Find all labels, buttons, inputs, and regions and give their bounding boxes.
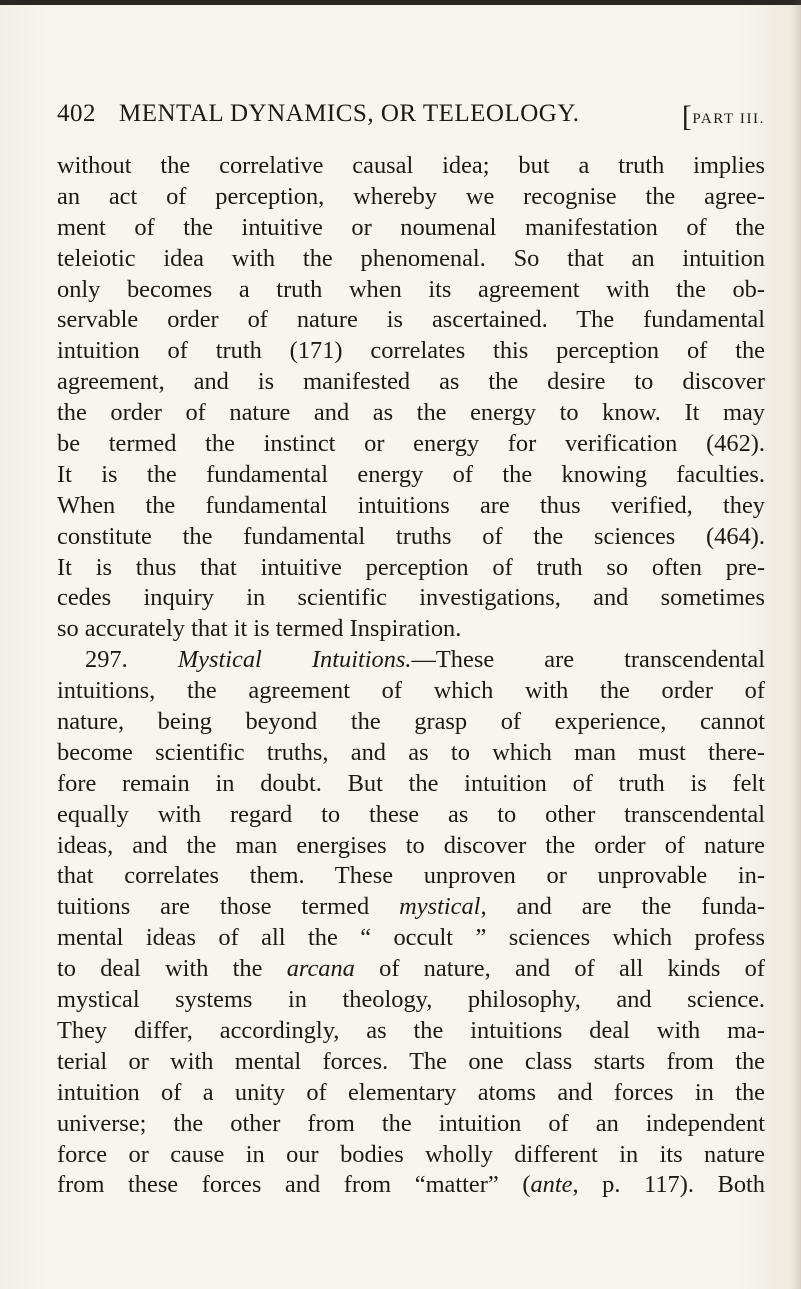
part-text: PART III. — [692, 111, 765, 127]
top-edge-rule — [0, 0, 801, 5]
text-run: , p. 117). Both — [572, 1171, 765, 1199]
text-line: When the fundamental intuitions are thus verified, they — [57, 491, 765, 519]
section-heading: Mystical Intuitions. — [177, 646, 412, 674]
text-line: servable order of nature is ascertained. The fundamental — [57, 306, 765, 334]
section-heading-continuation: —These are transcendental — [411, 646, 765, 674]
text-line: nature, being beyond the grasp of experience, cannot — [57, 708, 765, 736]
text-line: without the correlative causal idea; but a truth implies — [57, 152, 765, 179]
text-line-last — [57, 1170, 765, 1201]
text-line: agreement, and is manifested as the desire to discover — [57, 368, 765, 396]
page-number: 402 — [57, 100, 96, 127]
text-line: terial or with mental forces. The one class starts from the — [57, 1047, 765, 1075]
text-line: equally with regard to these as to other transcendental — [57, 800, 765, 828]
text-line: the order of nature and as the energy to know. It may — [57, 399, 765, 427]
text-line: an act of perception, whereby we recognise the agree- — [57, 182, 765, 210]
text-line: that correlates them. These unproven or unprovable in- — [57, 862, 765, 890]
italic-term-mystical: mystical, — [399, 893, 487, 921]
part-bracket: [ — [681, 100, 693, 133]
text-line: be termed the instinct or energy for verification (462). — [57, 430, 765, 458]
running-head — [57, 100, 765, 134]
section-heading-line — [57, 645, 765, 676]
text-line: cedes inquiry in scientific investigations, and sometimes — [57, 584, 765, 612]
part-label — [682, 100, 765, 134]
text-line: so accurately that it is termed Inspiration. — [57, 615, 462, 643]
text-line: mystical systems in theology, philosophy, and science. — [57, 986, 765, 1014]
text-line: teleiotic idea with the phenomenal. So that an intuition — [57, 244, 765, 272]
page-edge-shadow — [791, 0, 801, 1289]
text-run: from these forces and from “matter” ( — [57, 1171, 531, 1199]
text-line: It is the fundamental energy of the knowing faculties. — [57, 460, 765, 488]
text-line: only becomes a truth when its agreement with the ob- — [57, 275, 765, 303]
text-line: become scientific truths, and as to which man must there- — [57, 738, 765, 766]
text-line: force or cause in our bodies wholly different in its nature — [57, 1140, 765, 1168]
text-run: tuitions are those termed — [57, 893, 370, 921]
text-run: to deal with the — [57, 955, 263, 983]
running-title: MENTAL DYNAMICS, OR TELEOLOGY. — [119, 100, 580, 127]
text-line-mystical — [57, 892, 765, 923]
section-number: 297. — [85, 646, 128, 674]
italic-term-ante: ante — [530, 1171, 573, 1199]
text-run: of nature, and of all kinds of — [379, 955, 765, 983]
text-line-arcana — [57, 954, 765, 985]
text-run: and are the funda- — [516, 893, 765, 921]
text-line: ment of the intuitive or noumenal manifestation of the — [57, 213, 765, 241]
text-line: ideas, and the man energises to discover the order of nature — [57, 831, 765, 859]
body-text — [57, 151, 765, 1201]
text-line: mental ideas of all the “ occult ” sciences which profess — [57, 924, 765, 952]
italic-term-arcana: arcana — [286, 955, 355, 983]
text-line: fore remain in doubt. But the intuition of truth is felt — [57, 769, 765, 797]
text-line: It is thus that intuitive perception of truth so often pre- — [57, 553, 765, 581]
text-line: They differ, accordingly, as the intuitions deal with ma- — [57, 1016, 765, 1044]
text-line: universe; the other from the intuition of an independent — [57, 1109, 765, 1137]
text-line: intuitions, the agreement of which with the order of — [57, 677, 765, 705]
text-line: intuition of a unity of elementary atoms and forces in the — [57, 1078, 765, 1106]
text-line: intuition of truth (171) correlates this perception of the — [57, 337, 765, 365]
text-line: constitute the fundamental truths of the sciences (464). — [57, 522, 765, 550]
